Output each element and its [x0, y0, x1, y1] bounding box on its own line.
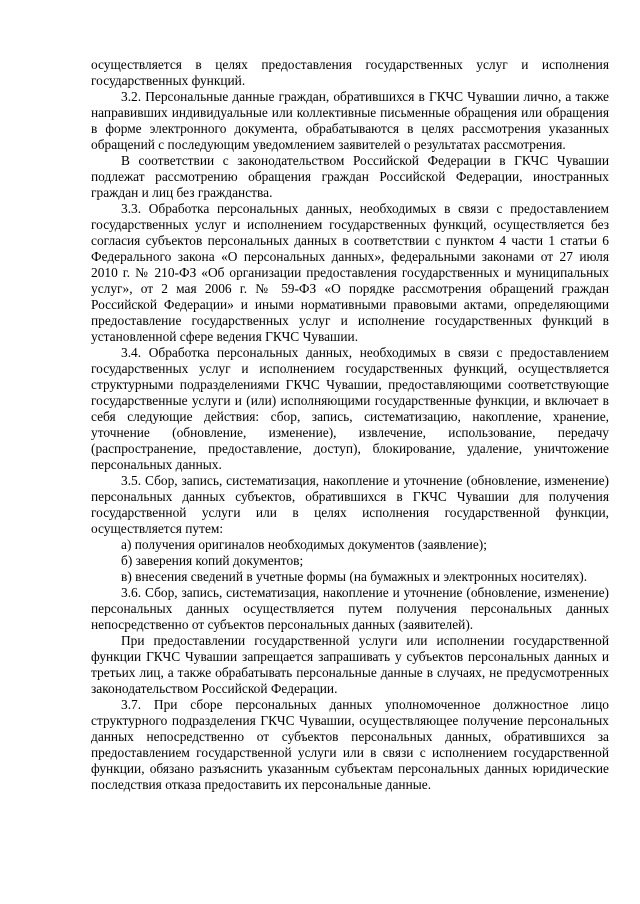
paragraph-3-3: 3.3. Обработка персональных данных, необходимых в связи с предоставлением государственных услуг и исполнением государственных функций, осуществляется без согласия субъектов персональных данных в соответствии с пунктом 4 части 1 статьи 6 Федерального закона «О персональных данных», федеральными законами от 27 июля 2010 г. № 210-ФЗ «Об организации предоставления государственных и муниципальных услуг», от 2 мая 2006 г. № 59-ФЗ «О порядке рассмотрения обращений граждан Российской Федерации» и иными нормативными правовыми актами, определяющими предоставление государственных услуг и исполнение государственных функций в установленной сфере ведения ГКЧС Чувашии.: [91, 201, 609, 344]
paragraph-prohibition: При предоставлении государственной услуги или исполнении государственной функции ГКЧС Чувашии запрещается запрашивать у субъектов персональных данных и третьих лиц, а также обрабатывать персональные данные в случаях, не предусмотренных законодательством Российской Федерации.: [91, 633, 609, 696]
paragraph-3-4: 3.4. Обработка персональных данных, необходимых в связи с предоставлением государственных услуг и исполнением государственных функций, осуществляется структурными подразделениями ГКЧС Чувашии, предоставляющими соответствующие государственные услуги и (или) исполняющими государственные функции, и включает в себя следующие действия: сбор, запись, систематизацию, накопление, хранение, уточнение (обновление, изменение), извлечение, использование, передачу (распространение, предоставление, доступ), блокирование, удаление, уничтожение персональных данных.: [91, 345, 609, 472]
list-item-v: в) внесения сведений в учетные формы (на бумажных и электронных носителях).: [121, 569, 588, 584]
list-item-a: а) получения оригиналов необходимых документов (заявление);: [121, 537, 487, 552]
paragraph-citizen-appeals: В соответствии с законодательством Российской Федерации в ГКЧС Чувашии подлежат рассмотрению обращения граждан Российской Федерации, иностранных граждан и лиц без гражданства.: [91, 153, 609, 200]
paragraph-continuation: осуществляется в целях предоставления государственных услуг и исполнения государственных функций.: [91, 57, 609, 88]
paragraph-3-2: 3.2. Персональные данные граждан, обратившихся в ГКЧС Чувашии лично, а также направивших индивидуальные или коллективные письменные обращения или обращения в форме электронного документа, обрабатываются в целях рассмотрения указанных обращений с последующим уведомлением заявителей о результатах рассмотрения.: [91, 89, 609, 152]
paragraph-3-5: 3.5. Сбор, запись, систематизация, накопление и уточнение (обновление, изменение) персональных данных субъектов, обратившихся в ГКЧС Чувашии для получения государственной услуги или в целях исполнения государственной функции, осуществляется путем:: [91, 473, 609, 536]
list-item-b: б) заверения копий документов;: [121, 553, 304, 568]
document-body: [91, 57, 609, 793]
paragraph-3-7: 3.7. При сборе персональных данных уполномоченное должностное лицо структурного подразделения ГКЧС Чувашии, осуществляющее получение персональных данных непосредственно от субъектов персональных данных, обратившихся за предоставлением государственной услуги или в связи с исполнением государственной функции, обязано разъяснить указанным субъектам персональных данных юридические последствия отказа предоставить их персональные данные.: [91, 697, 609, 792]
paragraph-3-6: 3.6. Сбор, запись, систематизация, накопление и уточнение (обновление, изменение) персональных данных осуществляется путем получения персональных данных непосредственно от субъектов персональных данных (заявителей).: [91, 585, 609, 632]
